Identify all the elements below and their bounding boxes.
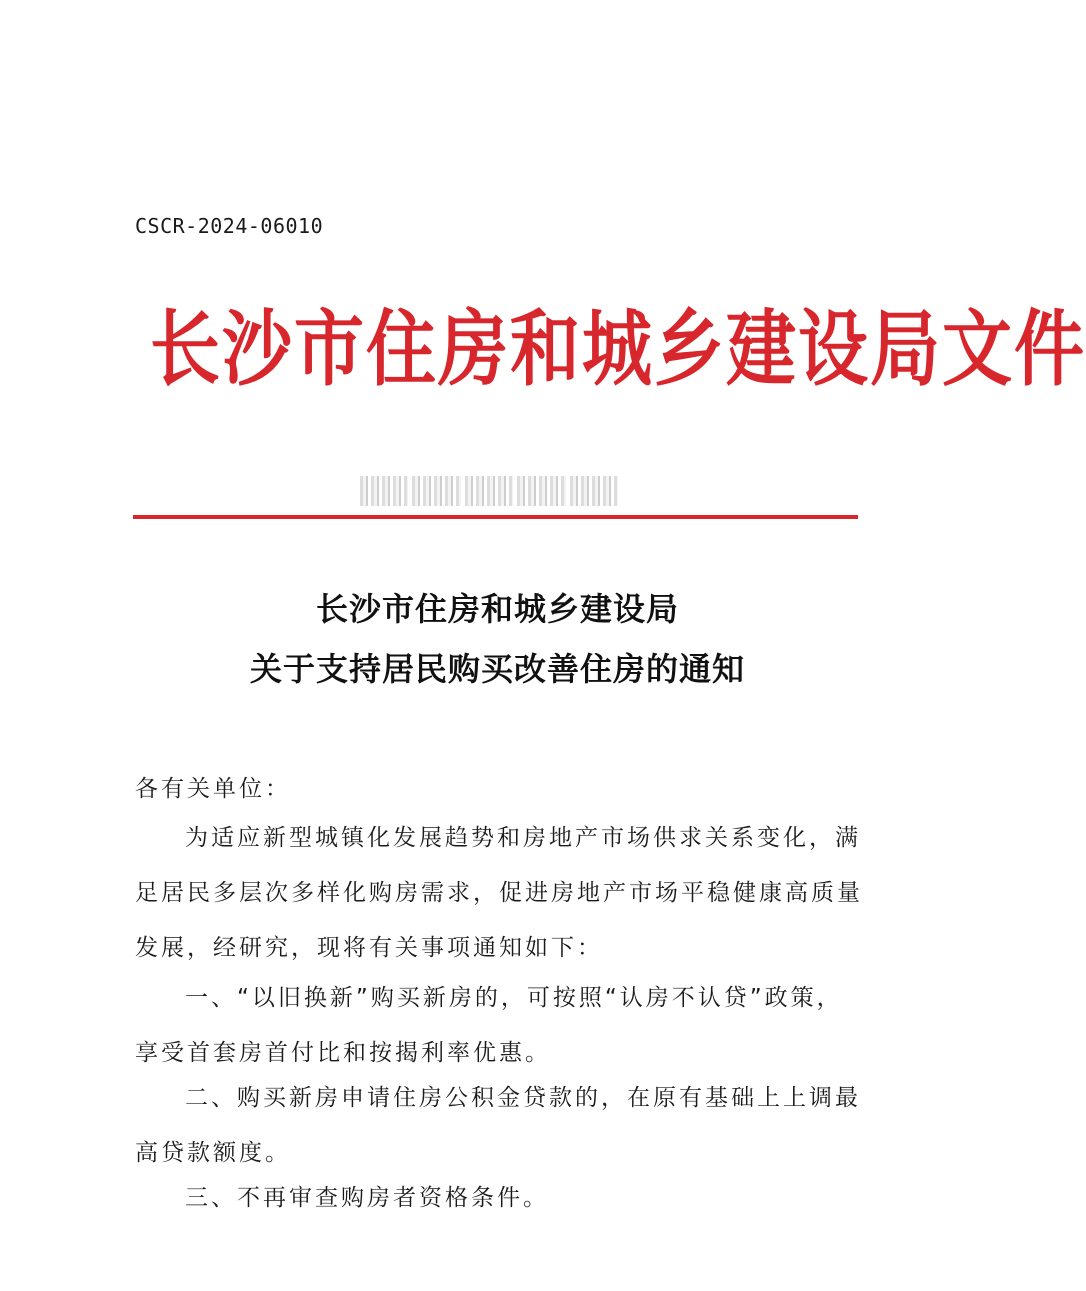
text-line: 二、购买新房申请住房公积金贷款的，在原有基础上上调最 xyxy=(185,1085,861,1111)
text-line: 享受首套房首付比和按揭利率优惠。 xyxy=(135,1040,551,1066)
text-line: 一、“以旧换新”购买新房的，可按照“认房不认贷”政策， xyxy=(185,985,843,1011)
redacted-document-number xyxy=(360,476,618,506)
item-2 xyxy=(135,1071,863,1181)
salutation: 各有关单位： xyxy=(135,776,291,802)
text-line: 足居民多层次多样化购房需求，促进房地产市场平稳健康高质量 xyxy=(135,880,863,906)
document-masthead: 长沙市住房和城乡建设局文件 xyxy=(150,299,1086,398)
document-code: CSCR-2024-06010 xyxy=(135,214,324,238)
paragraph-intro xyxy=(135,811,863,976)
text-line: 发展，经研究，现将有关事项通知如下： xyxy=(135,935,603,961)
document-title-line-2: 关于支持居民购买改善住房的通知 xyxy=(249,650,745,688)
text-line: 为适应新型城镇化发展趋势和房地产市场供求关系变化，满 xyxy=(185,825,861,851)
item-3 xyxy=(135,1171,863,1226)
item-1 xyxy=(135,971,863,1081)
text-line: 高贷款额度。 xyxy=(135,1140,291,1166)
masthead-divider xyxy=(133,515,858,519)
text-line: 三、不再审查购房者资格条件。 xyxy=(185,1185,549,1211)
document-title-line-1: 长沙市住房和城乡建设局 xyxy=(315,590,679,628)
